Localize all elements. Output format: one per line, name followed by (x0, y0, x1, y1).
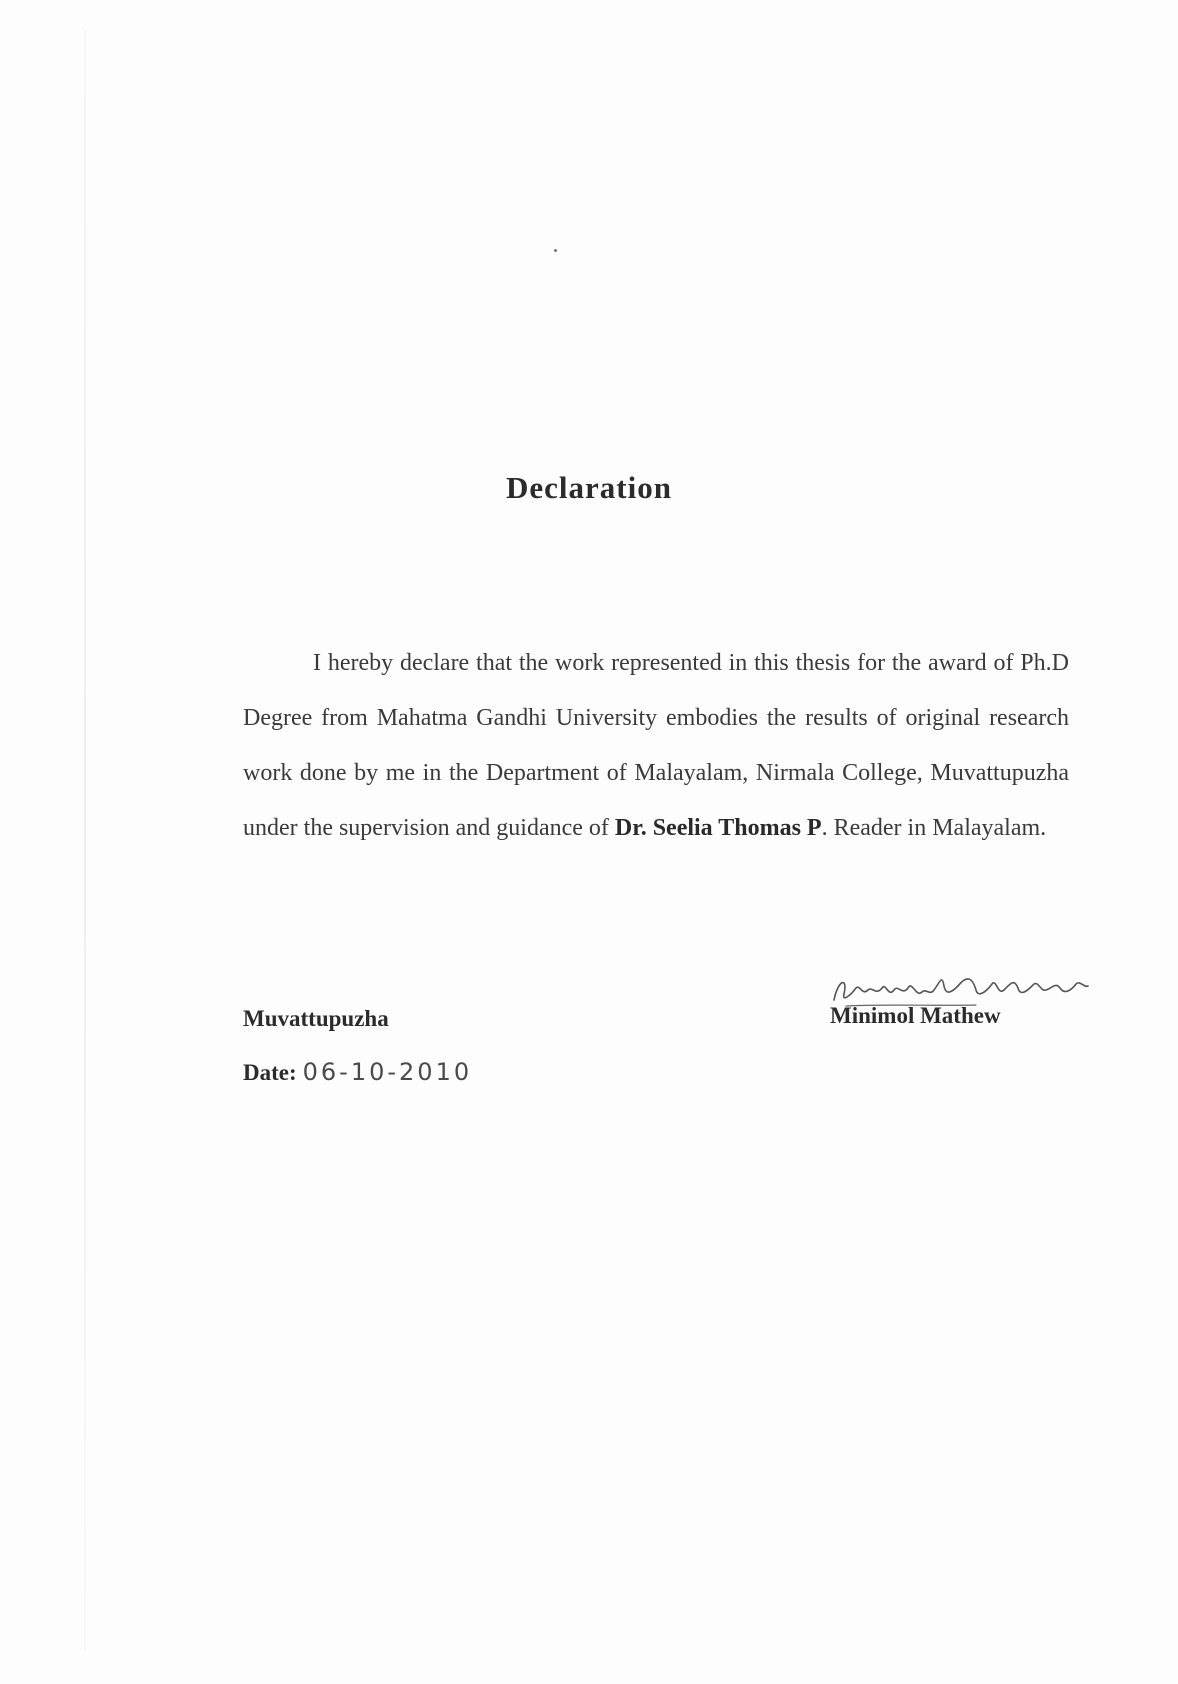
signer-name: Minimol Mathew (830, 1003, 1001, 1028)
declaration-outro: . Reader in Malayalam. (821, 815, 1047, 841)
scan-speck (554, 249, 557, 252)
declaration-intro: I hereby declare that the work represented in this thesis for the award of Ph.D Degree from Mahatma Gandhi University embodies the results of original research work done by me in the Department of Malayalam, Nirmala College, Muvattupuzha under the supervision and guidance of (243, 650, 1069, 841)
place-label: Muvattupuzha (243, 1006, 389, 1031)
declaration-paragraph (243, 636, 1069, 856)
date-line (243, 1058, 472, 1086)
date-value: 06-10-2010 (302, 1058, 473, 1086)
page-title: Declaration (506, 470, 672, 505)
date-label: Date: (243, 1060, 297, 1085)
supervisor-name: Dr. Seelia Thomas P (614, 815, 822, 841)
scan-edge (84, 30, 86, 1650)
